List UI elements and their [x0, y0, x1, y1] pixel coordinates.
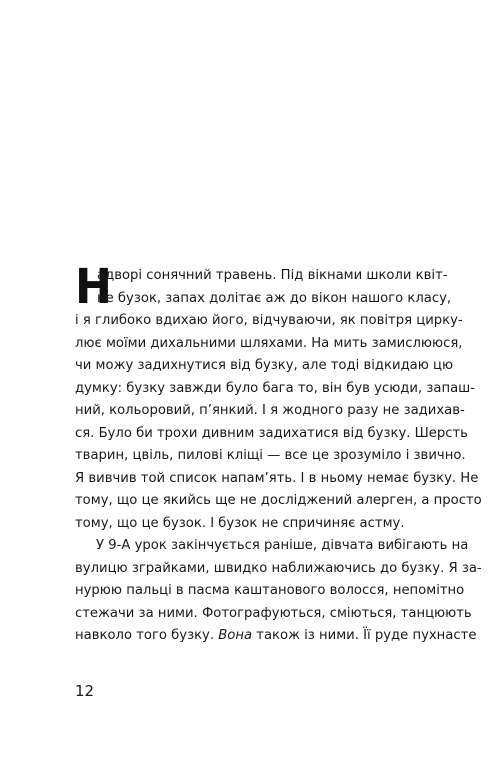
drop-cap-letter: Н: [75, 259, 112, 315]
text-line: адворі сонячний травень. Під вікнами школи квіт-: [97, 268, 448, 283]
text-line: думку: бузку завжди було бага то, він був усюди, запаш-: [75, 380, 475, 396]
text-run: навколо того бузку.: [75, 628, 219, 643]
text-line: [75, 625, 477, 648]
text-line: не бузок, запах долітає аж до вікон нашого класу,: [97, 290, 452, 306]
text-line: тому, що це бузок. І бузок не спричиняє астму.: [75, 515, 405, 531]
italic-word: Вона: [218, 628, 253, 643]
text-line: У 9-А урок закінчується раніше, дівчата вибігають на: [96, 538, 469, 553]
text-line: і я глибоко вдихаю його, відчуваючи, як повітря цирку-: [75, 313, 463, 328]
text-line: ний, кольоровий, п’янкий. І я жодного разу не задихав-: [75, 403, 465, 418]
body-text: [75, 259, 482, 648]
text-line: тварин, цвіль, пилові кліщі — все це зрозуміло і звично.: [75, 448, 466, 463]
text-run: також із ними. Її руде пухнасте: [252, 628, 477, 643]
text-line: Я вивчив той список напам’ять. І в ньому немає бузку. Не: [75, 470, 479, 486]
page-number: 12: [75, 682, 95, 700]
text-line: вулицю зграйками, швидко наближаючись до бузку. Я за-: [75, 560, 482, 576]
text-line: ся. Було би трохи дивним задихатися від бузку. Шерсть: [75, 425, 468, 441]
text-line: стежачи за ними. Фотографуються, сміються, танцюють: [75, 605, 472, 621]
text-line: лює моїми дихальними шляхами. На мить замислююся,: [75, 335, 463, 351]
text-line: чи можу задихнутися від бузку, але тоді відкидаю цю: [75, 358, 454, 373]
text-line: тому, що це якийсь ще не досліджений алерген, а просто: [75, 493, 482, 508]
text-line: нурюю пальці в пасма каштанового волосся, непомітно: [75, 583, 465, 598]
